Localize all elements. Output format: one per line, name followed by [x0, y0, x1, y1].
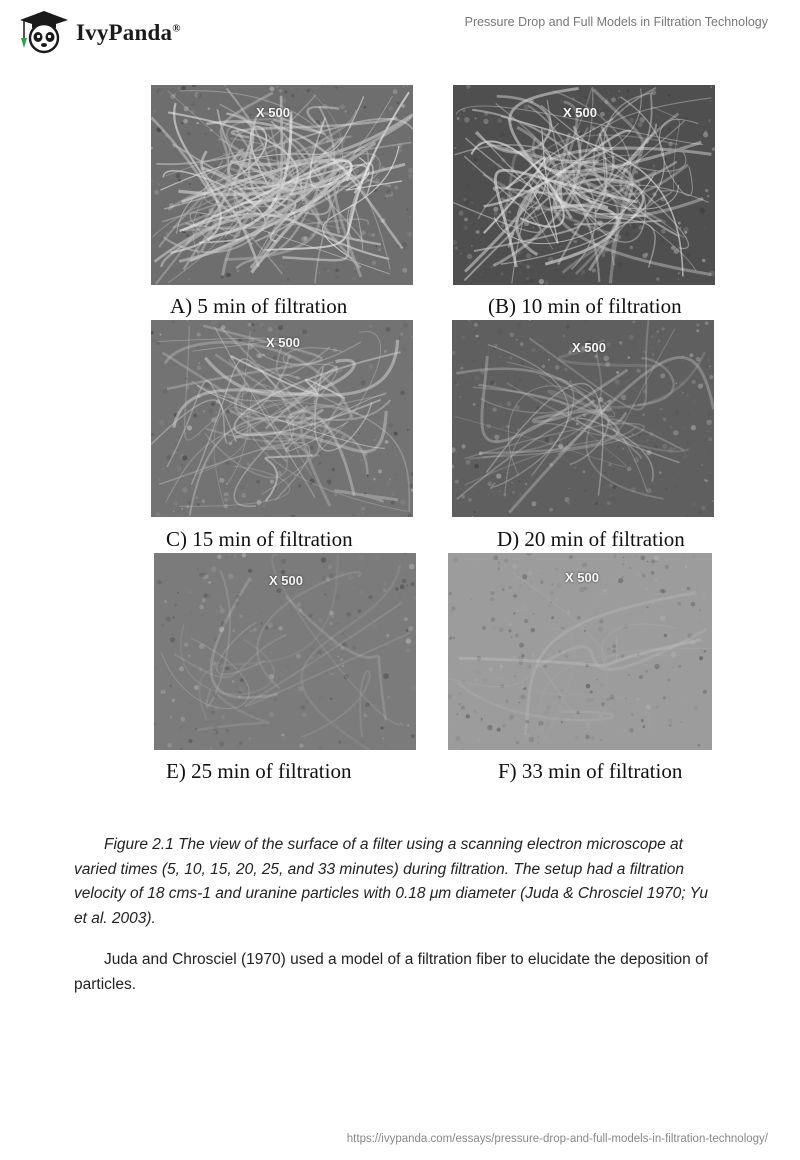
panda-graduate-icon [14, 8, 70, 56]
brand-name-text: IvyPanda [76, 20, 173, 45]
page-header [0, 0, 800, 70]
magnification-label: X 500 [565, 570, 599, 585]
panel-caption-e: E) 25 min of filtration [166, 759, 352, 783]
sem-image-e [154, 553, 416, 750]
brand-name [76, 20, 181, 46]
magnification-label: X 500 [256, 105, 290, 120]
sem-image-d [452, 320, 714, 517]
registered-mark: ® [172, 22, 181, 35]
ivypanda-logo[interactable] [14, 8, 204, 56]
magnification-label: X 500 [269, 573, 303, 588]
sem-image-c [151, 320, 413, 517]
body-paragraph: Juda and Chrosciel (1970) used a model of a filtration fiber to elucidate the deposition of particles. [74, 951, 709, 993]
figure-caption: Figure 2.1 The view of the surface of a filter using a scanning electron microscope at varied times (5, 10, 15, 20, 25, and 33 minutes) during filtration. The setup had a filtration velocity of 18 cms-1 and uranine particles with 0.18 μm diameter (Juda & Chrosciel 1970; Yu et al. 2003). [74, 836, 708, 927]
source-url[interactable]: https://ivypanda.com/essays/pressure-drop-and-full-models-in-filtration-technology/ [346, 1133, 768, 1145]
sem-image-f [448, 553, 712, 750]
magnification-label: X 500 [563, 105, 597, 120]
panel-caption-a: A) 5 min of filtration [170, 294, 348, 318]
sem-figure [0, 80, 800, 800]
magnification-label: X 500 [572, 340, 606, 355]
panel-caption-f: F) 33 min of filtration [498, 759, 683, 783]
panel-caption-d: D) 20 min of filtration [497, 527, 685, 551]
panel-caption-c: C) 15 min of filtration [166, 527, 353, 551]
document-title: Pressure Drop and Full Models in Filtration Technology [464, 15, 768, 29]
sem-image-b [453, 85, 715, 285]
magnification-label: X 500 [266, 335, 300, 350]
panel-caption-b: (B) 10 min of filtration [488, 294, 682, 318]
sem-image-a [151, 85, 413, 285]
